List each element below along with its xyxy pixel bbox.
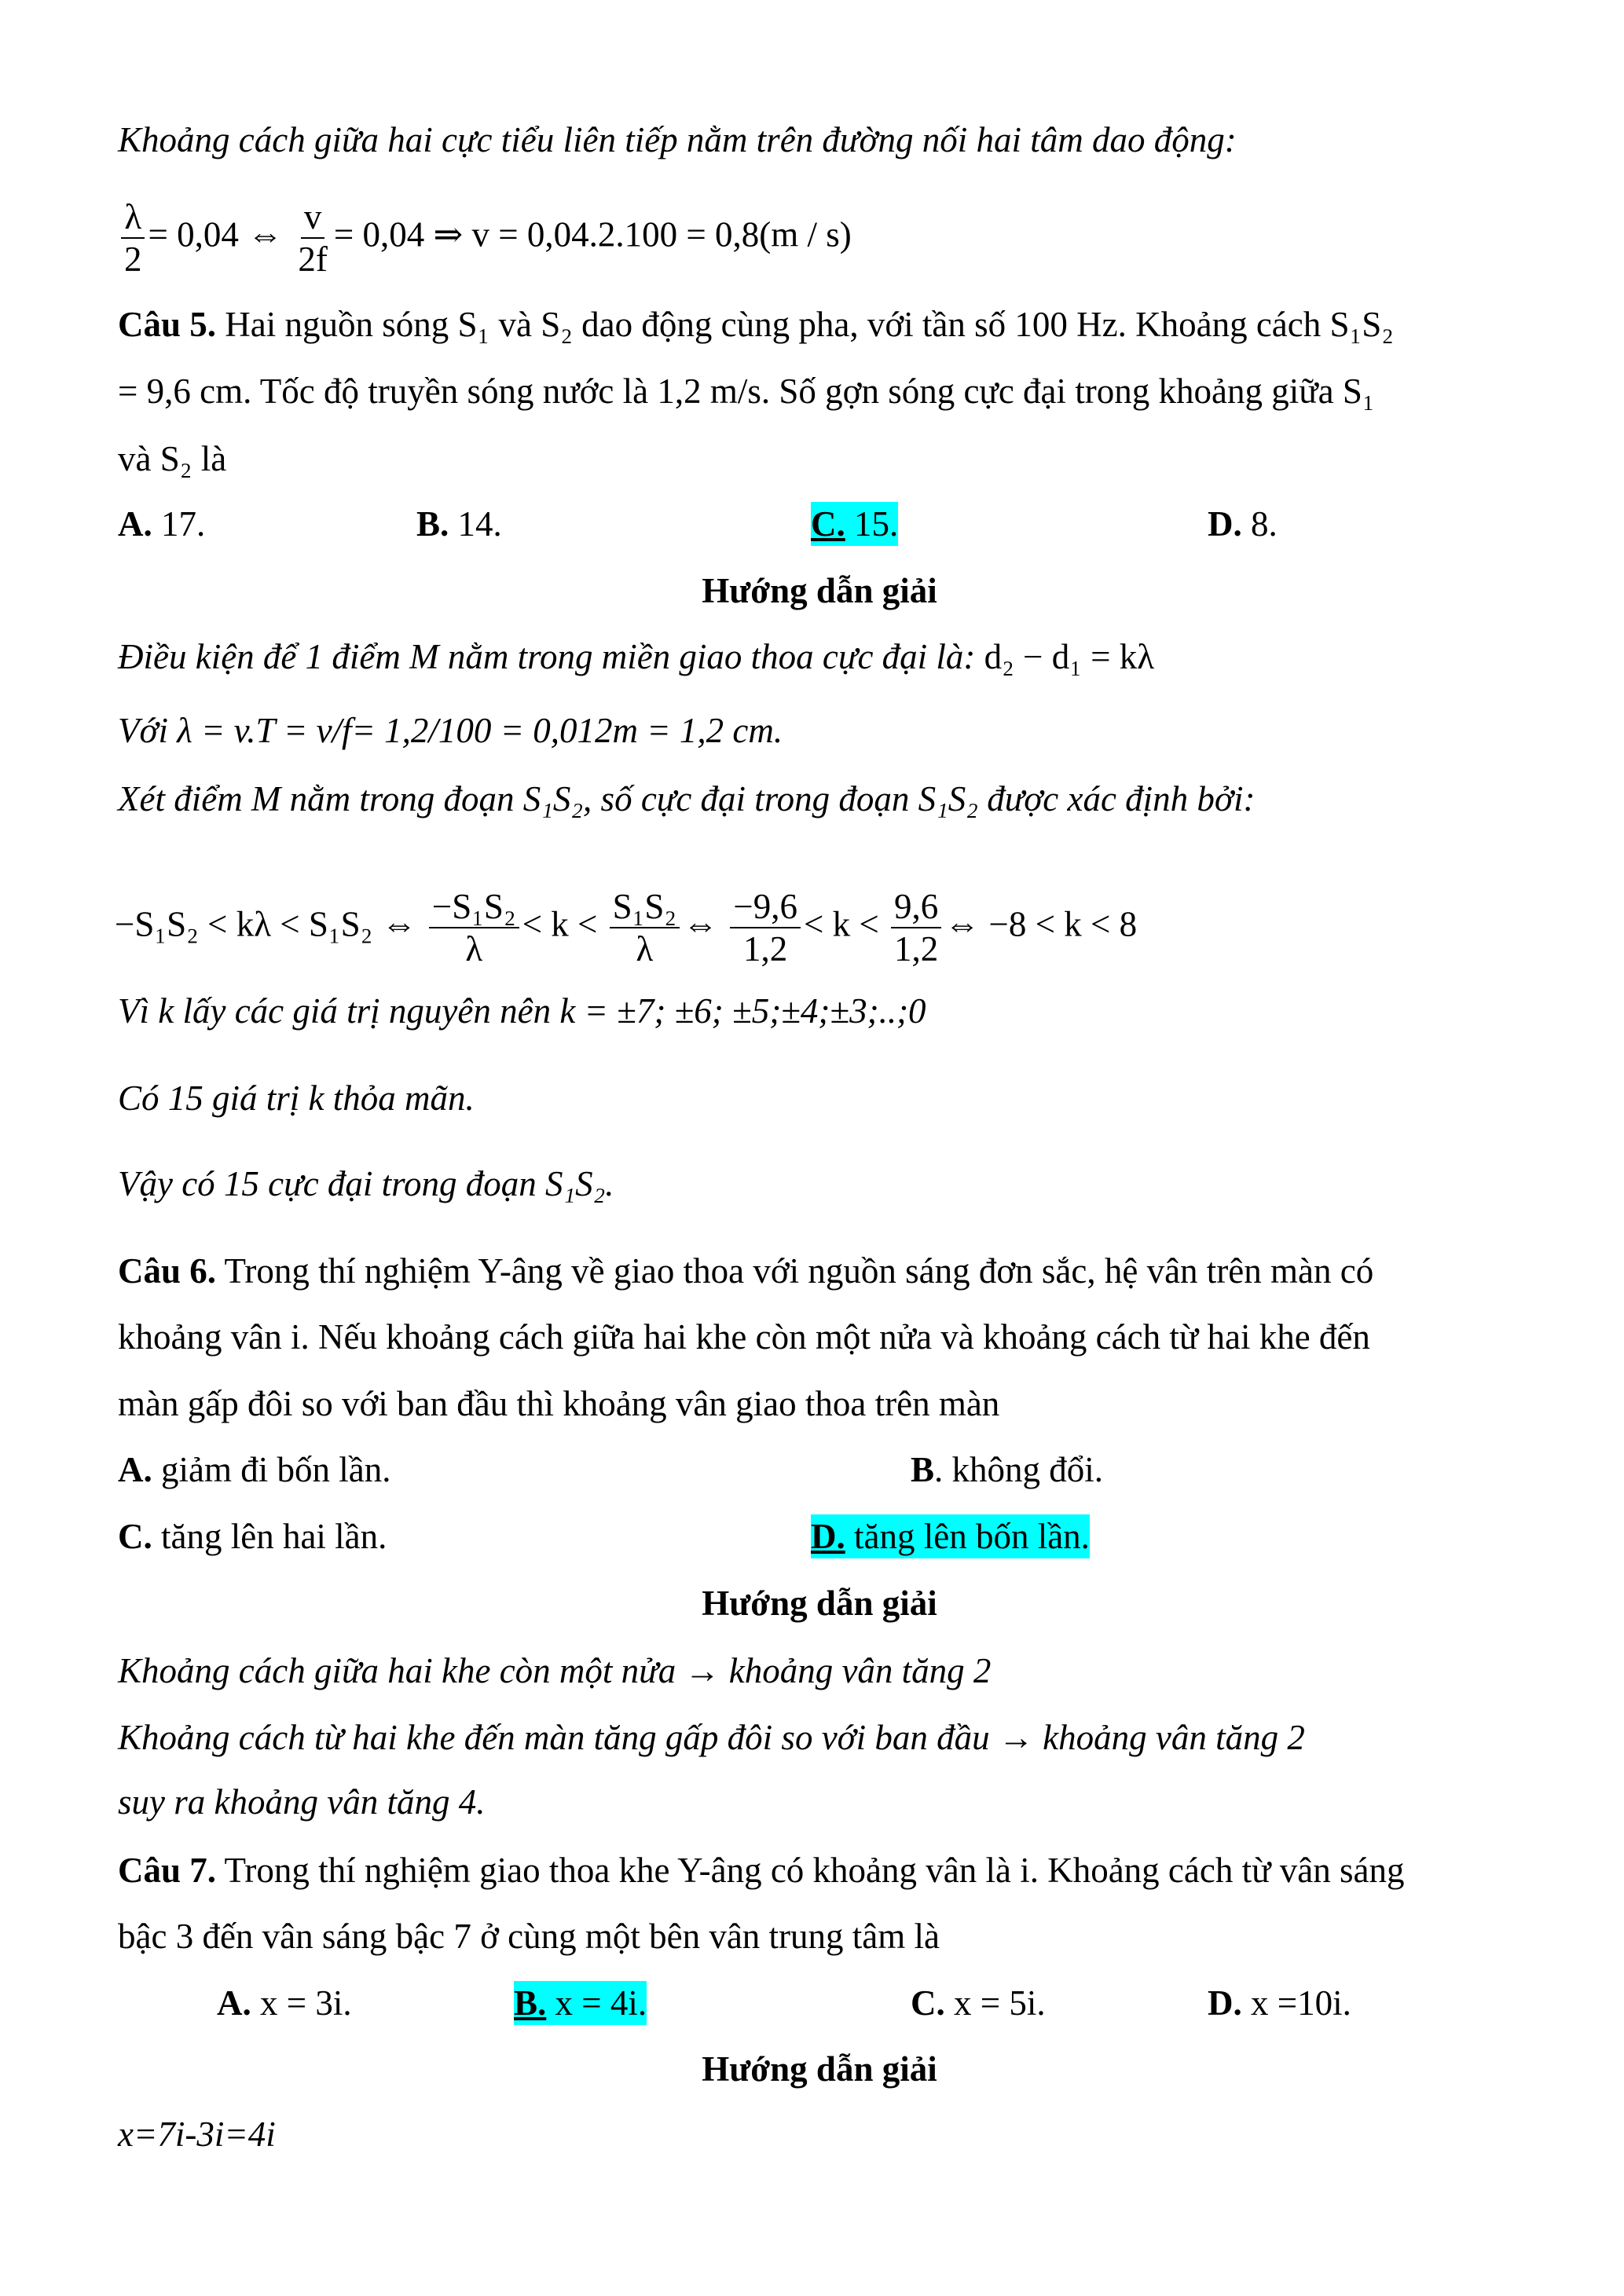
option-text: 17.: [152, 504, 206, 544]
question-text: Trong thí nghiệm Y-âng về giao thoa với nguồn sáng đơn sắc, hệ vân trên màn có: [224, 1251, 1374, 1291]
question-text: màn gấp đôi so với ban đầu thì khoảng vân giao thoa trên màn: [118, 1384, 1000, 1423]
option-text: x = 5i.: [944, 1983, 1046, 2023]
solution-text: Khoảng cách từ hai khe đến màn tăng gấp đôi so với ban đầu → khoảng vân tăng 2: [118, 1718, 1305, 1757]
formula-text: < k <: [522, 904, 598, 944]
solution-text: Có 15 giá trị k thỏa mãn.: [118, 1078, 475, 1118]
solution-text: suy ra khoảng vân tăng 4.: [118, 1782, 486, 1822]
numerator: −9,6: [730, 886, 801, 928]
option-letter: D.: [1208, 1983, 1242, 2023]
question-label: Câu 6.: [118, 1251, 217, 1291]
option-text: x = 4i.: [546, 1983, 647, 2023]
option-letter: C.: [118, 1517, 152, 1556]
question-label: Câu 7.: [118, 1851, 217, 1890]
question-6-line: [118, 1249, 1373, 1293]
question-7-line: [118, 1848, 1404, 1892]
solution-text: [118, 635, 1154, 679]
option-a[interactable]: [118, 1448, 390, 1492]
option-letter: A.: [118, 504, 152, 544]
formula-text: −S₁S₂ < kλ < S₁S₂ ⇔: [115, 904, 417, 944]
option-text: tăng lên bốn lần.: [845, 1517, 1090, 1556]
question-label: Câu 5.: [118, 305, 217, 344]
numerator: λ: [121, 196, 145, 239]
fraction: [610, 886, 680, 969]
denominator: 1,2: [894, 929, 939, 969]
question-text: bậc 3 đến vân sáng bậc 7 ở cùng một bên vân trung tâm là: [118, 1917, 940, 1956]
option-letter: A.: [118, 1450, 152, 1489]
numerator: S₁S₂: [610, 886, 680, 928]
solution-text: Điều kiện để 1 điểm M nằm trong miền giao thoa cực đại là:: [118, 637, 976, 676]
option-text: giảm đi bốn lần.: [152, 1450, 391, 1489]
option-text: x =10i.: [1241, 1983, 1351, 2023]
formula-text: ⇔ −8 < k < 8: [944, 904, 1138, 944]
formula-text: = 0,04 ⇔: [148, 214, 284, 255]
option-d-correct[interactable]: [811, 1514, 1090, 1558]
solution-text: Vì k lấy các giá trị nguyên nên k = ±7; ±6; ±5;±4;±3;..;0: [118, 991, 926, 1031]
option-text: . không đổi.: [934, 1450, 1104, 1489]
formula-text: = 0,04 ⇒ v = 0,04.2.100 = 0,8(m / s): [333, 214, 852, 255]
option-letter: A.: [217, 1983, 251, 2023]
option-text: 8.: [1241, 504, 1278, 544]
option-a[interactable]: [118, 502, 205, 546]
option-text: tăng lên hai lần.: [152, 1517, 387, 1556]
question-text: và S₂ là: [118, 439, 227, 478]
question-5-line: [118, 302, 1394, 346]
denominator: λ: [465, 929, 483, 969]
guide-title: Hướng dẫn giải: [702, 2049, 937, 2089]
option-text: x = 3i.: [251, 1983, 352, 2023]
option-a[interactable]: [217, 1981, 352, 2025]
option-b[interactable]: [416, 502, 502, 546]
option-letter: C.: [811, 504, 845, 544]
option-text: 14.: [449, 504, 502, 544]
denominator: λ: [636, 929, 654, 969]
option-letter: D.: [1208, 504, 1242, 544]
option-letter: B.: [416, 504, 449, 544]
formula-text: < k <: [803, 904, 879, 944]
guide-title: Hướng dẫn giải: [702, 571, 937, 610]
solution-text: Xét điểm M nằm trong đoạn S₁S₂, số cực đại trong đoạn S₁S₂ được xác định bởi:: [118, 779, 1256, 818]
formula-k-range: [115, 886, 1137, 969]
fraction: [730, 886, 801, 969]
option-b[interactable]: [911, 1448, 1103, 1492]
numerator: 9,6: [891, 886, 941, 928]
formula-text: d₂ − d₁ = kλ: [984, 637, 1155, 676]
solution-text: Khoảng cách giữa hai khe còn một nửa → khoảng vân tăng 2: [118, 1651, 992, 1690]
question-text: khoảng vân i. Nếu khoảng cách giữa hai khe còn một nửa và khoảng cách từ hai khe đến: [118, 1317, 1370, 1357]
denominator: 2f: [298, 240, 328, 279]
solution-text: Khoảng cách giữa hai cực tiểu liên tiếp nằm trên đường nối hai tâm dao động:: [118, 120, 1237, 159]
denominator: 2: [124, 240, 142, 279]
option-b-correct[interactable]: [514, 1981, 647, 2025]
option-text: 15.: [845, 504, 899, 544]
question-text: Trong thí nghiệm giao thoa khe Y-âng có khoảng vân là i. Khoảng cách từ vân sáng: [224, 1851, 1405, 1890]
fraction: [121, 196, 145, 280]
formula-text: ⇔: [683, 904, 719, 944]
option-c[interactable]: [911, 1981, 1046, 2025]
option-d[interactable]: [1208, 1981, 1351, 2025]
option-letter: B: [911, 1450, 935, 1489]
numerator: v: [301, 196, 325, 239]
solution-text: Vậy có 15 cực đại trong đoạn S₁S₂.: [118, 1164, 614, 1203]
option-d[interactable]: [1208, 502, 1278, 546]
fraction: [891, 886, 941, 969]
solution-text: Với λ = v.T = v/f= 1,2/100 = 0,012m = 1,2 cm.: [118, 711, 783, 750]
option-letter: D.: [811, 1517, 845, 1556]
question-text: Hai nguồn sóng S₁ và S₂ dao động cùng pha, với tần số 100 Hz. Khoảng cách S₁S₂: [225, 305, 1394, 344]
fraction: [295, 196, 331, 280]
solution-text: x=7i-3i=4i: [118, 2115, 276, 2154]
numerator: −S₁S₂: [429, 886, 519, 928]
denominator: 1,2: [743, 929, 788, 969]
option-c[interactable]: [118, 1514, 387, 1558]
fraction: [429, 886, 519, 969]
guide-title: Hướng dẫn giải: [702, 1584, 937, 1623]
option-letter: B.: [514, 1983, 547, 2023]
question-text: = 9,6 cm. Tốc độ truyền sóng nước là 1,2 m/s. Số gợn sóng cực đại trong khoảng giữa S₁: [118, 372, 1375, 411]
formula-velocity: [118, 196, 852, 280]
option-c-correct[interactable]: [811, 502, 898, 546]
option-letter: C.: [911, 1983, 945, 2023]
